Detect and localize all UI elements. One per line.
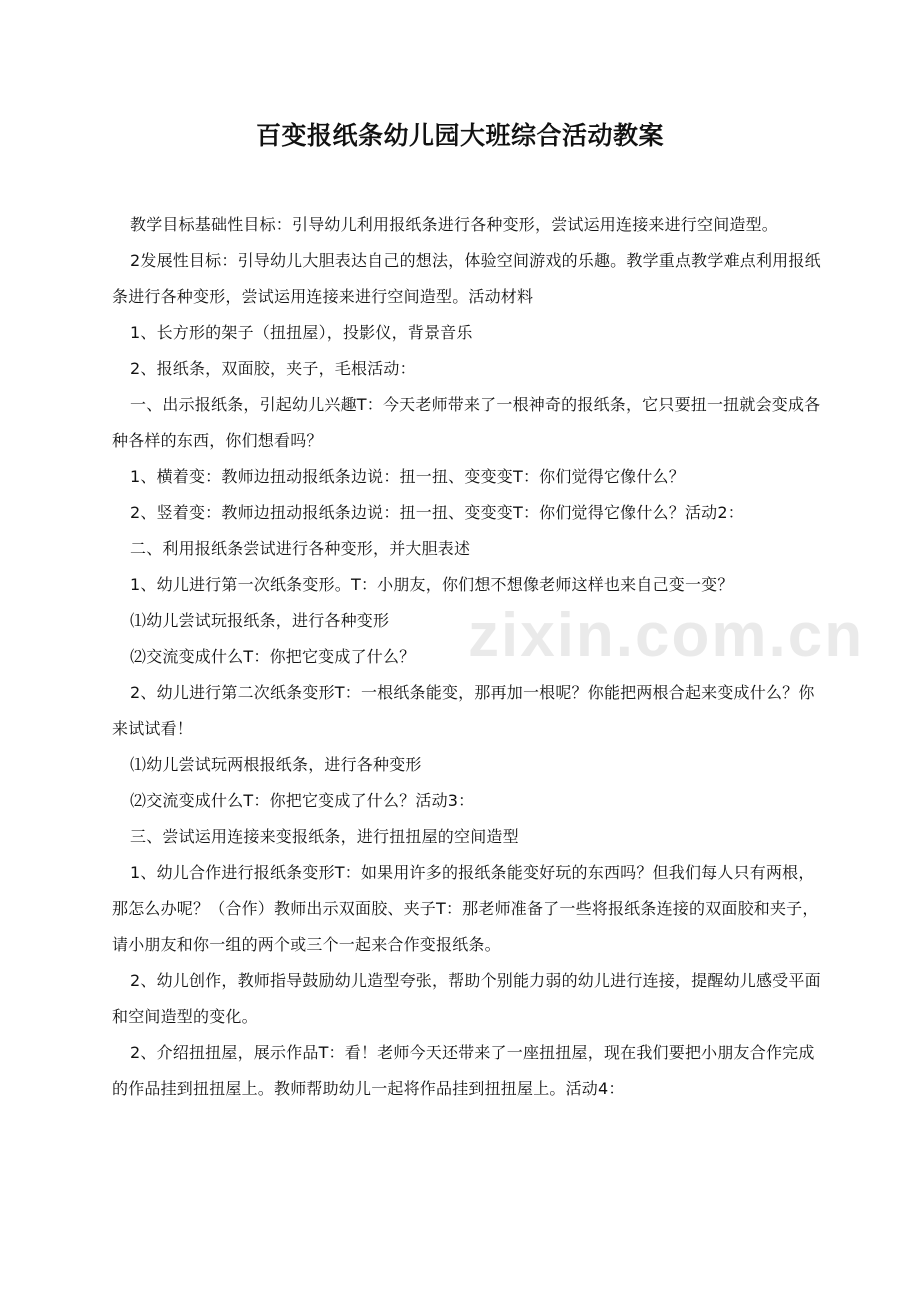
paragraph: 教学目标基础性目标：引导幼儿利用报纸条进行各种变形，尝试运用连接来进行空间造型。 <box>130 215 779 234</box>
paragraph: 2、竖着变：教师边扭动报纸条边说：扭一扭、变变变T：你们觉得它像什么？活动2： <box>130 503 744 522</box>
paragraph: 2、介绍扭扭屋，展示作品T：看！老师今天还带来了一座扭扭屋，现在我们要把小朋友合作完成的作品挂到扭扭屋上。教师帮助幼儿一起将作品挂到扭扭屋上。活动4： <box>112 1043 815 1098</box>
paragraph: 1、幼儿合作进行报纸条变形T：如果用许多的报纸条能变好玩的东西吗？但我们每人只有两根，那怎么办呢？（合作）教师出示双面胶、夹子T：那老师准备了一些将报纸条连接的双面胶和夹子，请小朋友和你一组的两个或三个一起来合作变报纸条。 <box>112 863 819 954</box>
paragraph: ⑴幼儿尝试玩报纸条，进行各种变形 <box>130 611 390 630</box>
paragraph: 1、幼儿进行第一次纸条变形。T：小朋友，你们想不想像老师这样也来自己变一变？ <box>130 575 734 594</box>
paragraph: 1、横着变：教师边扭动报纸条边说：扭一扭、变变变T：你们觉得它像什么？ <box>130 467 685 486</box>
paragraph: 2、幼儿进行第二次纸条变形T：一根纸条能变，那再加一根呢？你能把两根合起来变成什么？你来试试看！ <box>112 683 815 738</box>
paragraph: 三、尝试运用连接来变报纸条，进行扭扭屋的空间造型 <box>130 827 519 846</box>
paragraph: 一、出示报纸条，引起幼儿兴趣T：今天老师带来了一根神奇的报纸条，它只要扭一扭就会变成各种各样的东西，你们想看吗？ <box>112 395 821 450</box>
paragraph: 2、报纸条，双面胶，夹子，毛根活动： <box>130 359 416 378</box>
paragraph: 1、长方形的架子（扭扭屋），投影仪，背景音乐 <box>130 323 473 342</box>
document-body <box>112 207 824 1107</box>
paragraph: 2、幼儿创作，教师指导鼓励幼儿造型夸张，帮助个别能力弱的幼儿进行连接，提醒幼儿感受平面和空间造型的变化。 <box>112 971 821 1026</box>
document-title: 百变报纸条幼儿园大班综合活动教案 <box>255 121 664 150</box>
paragraph: ⑵交流变成什么T：你把它变成了什么？活动3： <box>130 791 475 810</box>
paragraph: 二、利用报纸条尝试进行各种变形，并大胆表述 <box>130 539 471 558</box>
watermark: zixin.com.cn <box>468 601 865 670</box>
paragraph: 2发展性目标：引导幼儿大胆表达自己的想法，体验空间游戏的乐趣。教学重点教学难点利用报纸条进行各种变形，尝试运用连接来进行空间造型。活动材料 <box>112 251 821 306</box>
paragraph: ⑵交流变成什么T：你把它变成了什么？ <box>130 647 416 666</box>
paragraph: ⑴幼儿尝试玩两根报纸条，进行各种变形 <box>130 755 422 774</box>
